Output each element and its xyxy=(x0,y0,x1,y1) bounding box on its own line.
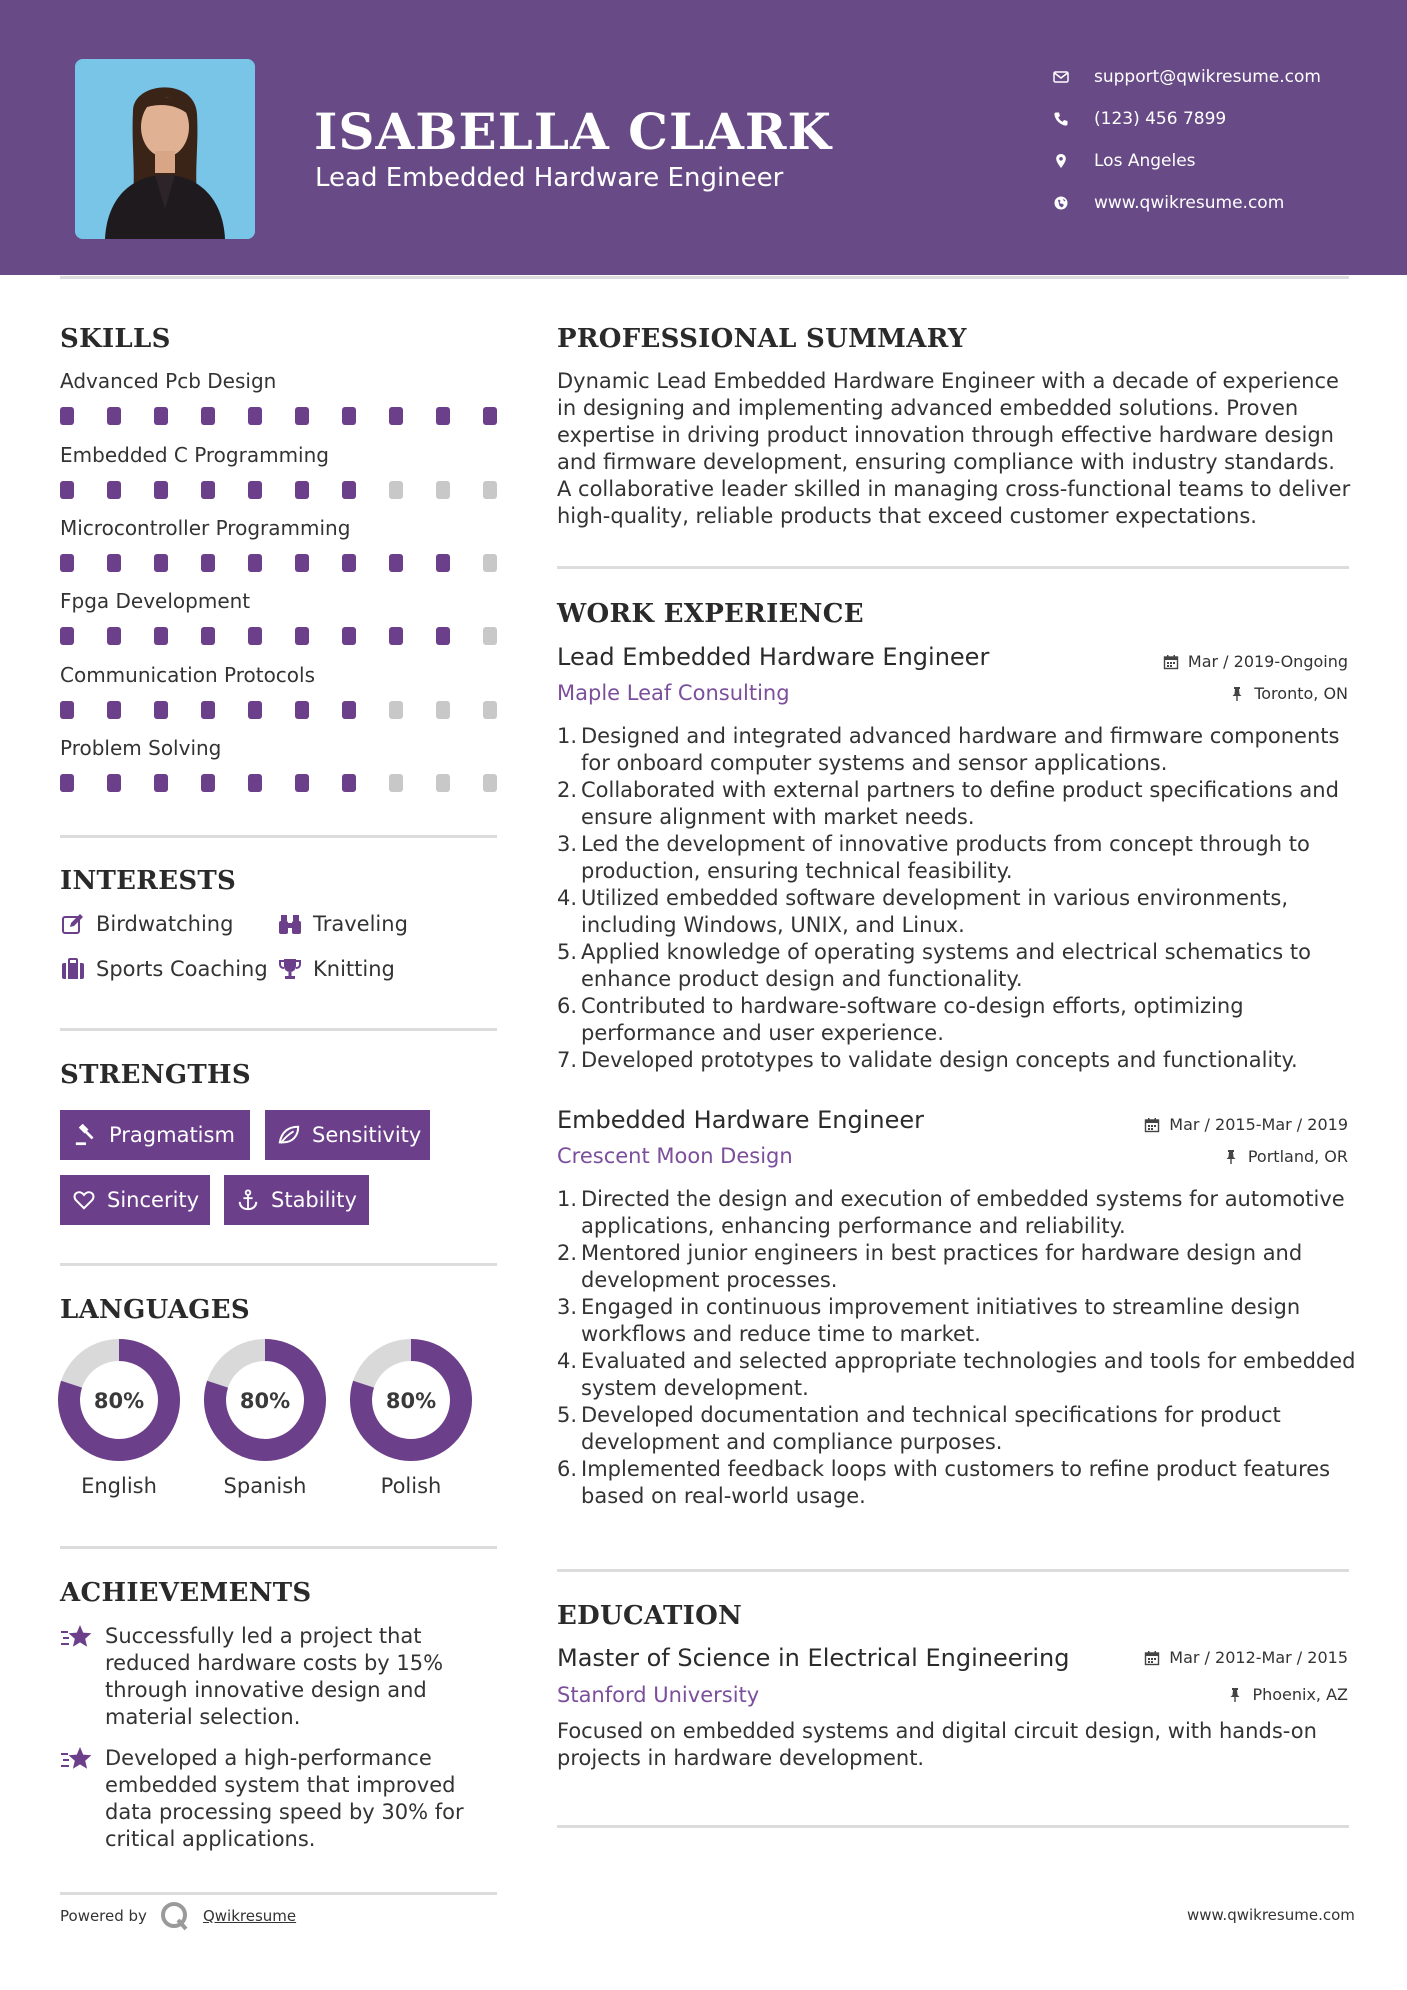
bullet-text: Mentored junior engineers in best practices for hardware design and development processes. xyxy=(581,1241,1303,1292)
powered-by xyxy=(60,1900,296,1932)
contact-phone[interactable] xyxy=(1050,98,1321,140)
skill-row xyxy=(60,736,500,792)
bullet-number: 1. xyxy=(557,1187,578,1211)
bullet-text: Collaborated with external partners to define product specifications and ensure alignment with market needs. xyxy=(581,778,1339,829)
interest-label: Knitting xyxy=(313,957,395,981)
education-dates xyxy=(1143,1648,1348,1667)
education-description: Focused on embedded systems and digital circuit design, with hands-on projects in hardware development. xyxy=(557,1719,1317,1770)
job-bullet xyxy=(557,1240,1357,1294)
rating-dot-empty xyxy=(436,701,450,719)
gauge-percent-label: 80% xyxy=(93,1389,145,1413)
rating-dot-filled xyxy=(342,481,356,499)
rating-dot-filled xyxy=(389,554,403,572)
job-bullet xyxy=(557,993,1357,1047)
rating-dot-empty xyxy=(389,701,403,719)
language-name: Spanish xyxy=(223,1474,307,1498)
rating-dot-filled xyxy=(342,407,356,425)
interest-item xyxy=(60,911,233,937)
skill-row xyxy=(60,443,500,499)
skill-name: Advanced Pcb Design xyxy=(60,369,277,393)
summary-text: Dynamic Lead Embedded Hardware Engineer with a decade of experience in designing and implementing advanced embedded solutions. Proven expertise in driving product innovation through effective hardware design and firmware development, ensuring compliance with industry standards. A collaborative leader skilled in managing cross-functional teams to deliver high-quality, reliable products that exceed customer expectations. xyxy=(557,369,1351,528)
bullet-number: 7. xyxy=(557,1048,578,1072)
bullet-number: 6. xyxy=(557,994,578,1018)
bullet-number: 1. xyxy=(557,724,578,748)
gauge-percent-label: 80% xyxy=(385,1389,437,1413)
skill-rating xyxy=(60,407,497,425)
strength-tag xyxy=(265,1110,430,1160)
rating-dot-filled xyxy=(201,701,215,719)
rating-dot-empty xyxy=(436,481,450,499)
strength-tag xyxy=(60,1175,210,1225)
rating-dot-filled xyxy=(154,554,168,572)
rating-dot-filled xyxy=(60,701,74,719)
section-divider xyxy=(557,1825,1349,1828)
binoculars-icon xyxy=(277,911,303,937)
rating-dot-filled xyxy=(295,627,309,645)
job-bullet xyxy=(557,777,1357,831)
pushpin-icon xyxy=(1222,1148,1240,1166)
language-item xyxy=(349,1338,473,1498)
job-dates-text: Mar / 2015-Mar / 2019 xyxy=(1169,1115,1348,1134)
rating-dot-filled xyxy=(201,774,215,792)
bullet-text: Developed prototypes to validate design concepts and functionality. xyxy=(581,1048,1298,1072)
rating-dot-empty xyxy=(483,554,497,572)
rating-dot-filled xyxy=(154,774,168,792)
rating-dot-filled xyxy=(60,627,74,645)
skill-row xyxy=(60,589,500,645)
envelope-icon xyxy=(1050,66,1072,88)
job-bullets xyxy=(557,723,1357,1074)
calendar-icon xyxy=(1143,1116,1161,1134)
languages-heading: LANGUAGES xyxy=(60,1295,250,1325)
achievement-item xyxy=(60,1745,500,1853)
job-bullet xyxy=(557,723,1357,777)
rating-dot-filled xyxy=(107,701,121,719)
rating-dot-empty xyxy=(483,701,497,719)
interest-item xyxy=(60,956,268,982)
rating-dot-filled xyxy=(342,701,356,719)
job-bullet xyxy=(557,1348,1357,1402)
rating-dot-filled xyxy=(201,627,215,645)
education-location xyxy=(1226,1685,1348,1704)
language-item xyxy=(57,1338,181,1498)
bullet-text: Engaged in continuous improvement initiatives to streamline design workflows and reduce time to market. xyxy=(581,1295,1301,1346)
job-bullets xyxy=(557,1186,1357,1510)
job-title: Lead Embedded Hardware Engineer xyxy=(557,643,990,671)
rating-dot-filled xyxy=(342,774,356,792)
skill-rating xyxy=(60,627,497,645)
strength-label: Pragmatism xyxy=(109,1123,235,1147)
rating-dot-filled xyxy=(436,627,450,645)
section-divider xyxy=(557,1569,1349,1572)
rating-dot-filled xyxy=(295,481,309,499)
job-company: Crescent Moon Design xyxy=(557,1144,793,1168)
rating-dot-filled xyxy=(107,407,121,425)
rating-dot-filled xyxy=(436,554,450,572)
language-gauge xyxy=(57,1338,181,1462)
language-gauge xyxy=(349,1338,473,1462)
rating-dot-filled xyxy=(295,701,309,719)
education-school: Stanford University xyxy=(557,1683,760,1707)
strength-label: Sensitivity xyxy=(312,1123,422,1147)
rating-dot-empty xyxy=(436,774,450,792)
job-location xyxy=(1222,1147,1348,1166)
rating-dot-filled xyxy=(107,774,121,792)
rating-dot-filled xyxy=(154,701,168,719)
rating-dot-filled xyxy=(154,407,168,425)
resume-header xyxy=(0,0,1407,275)
skill-row xyxy=(60,663,500,719)
strength-label: Sincerity xyxy=(107,1188,200,1212)
education-heading: EDUCATION xyxy=(557,1601,743,1631)
leaf-icon xyxy=(278,1123,300,1147)
rating-dot-filled xyxy=(389,627,403,645)
contact-website[interactable] xyxy=(1050,182,1321,224)
contact-phone-text: (123) 456 7899 xyxy=(1094,109,1227,129)
gavel-icon xyxy=(73,1123,97,1147)
skill-rating xyxy=(60,554,497,572)
rating-dot-filled xyxy=(248,481,262,499)
bullet-text: Evaluated and selected appropriate technologies and tools for embedded system development. xyxy=(581,1349,1356,1400)
bullet-text: Applied knowledge of operating systems and electrical schematics to enhance product design and functionality. xyxy=(581,940,1311,991)
rating-dot-filled xyxy=(154,627,168,645)
strength-tag xyxy=(60,1110,250,1160)
section-divider xyxy=(557,566,1349,569)
header-divider xyxy=(60,276,1349,279)
rating-dot-empty xyxy=(389,481,403,499)
interest-item xyxy=(277,956,395,982)
qwikresume-logo-icon xyxy=(159,1900,191,1932)
language-item xyxy=(203,1338,327,1498)
rating-dot-filled xyxy=(248,774,262,792)
bullet-text: Contributed to hardware-software co-design efforts, optimizing performance and user experience. xyxy=(581,994,1244,1045)
job-bullet xyxy=(557,1186,1357,1240)
bullet-text: Led the development of innovative products from concept through to production, ensuring technical feasibility. xyxy=(581,832,1310,883)
phone-icon xyxy=(1050,108,1072,130)
skill-rating xyxy=(60,481,497,499)
calendar-icon xyxy=(1162,653,1180,671)
rating-dot-filled xyxy=(201,554,215,572)
achievement-text: Successfully led a project that reduced hardware costs by 15% through innovative design and material selection. xyxy=(105,1624,444,1729)
education-location-text: Phoenix, AZ xyxy=(1252,1685,1348,1704)
rating-dot-filled xyxy=(60,481,74,499)
gauge-percent-label: 80% xyxy=(239,1389,291,1413)
job-bullet xyxy=(557,1456,1357,1510)
rating-dot-filled xyxy=(342,554,356,572)
language-name: English xyxy=(81,1474,157,1498)
contact-website-text: www.qwikresume.com xyxy=(1094,193,1285,213)
location-pin-icon xyxy=(1050,150,1072,172)
rating-dot-filled xyxy=(248,627,262,645)
interest-label: Traveling xyxy=(313,912,408,936)
rating-dot-filled xyxy=(248,554,262,572)
rating-dot-empty xyxy=(483,481,497,499)
candidate-name: ISABELLA CLARK xyxy=(314,102,832,161)
achievement-text: Developed a high-performance embedded system that improved data processing speed by 30% for critical applications. xyxy=(105,1746,464,1851)
education-dates-text: Mar / 2012-Mar / 2015 xyxy=(1169,1648,1348,1667)
rating-dot-filled xyxy=(248,407,262,425)
interest-label: Birdwatching xyxy=(96,912,234,936)
footer-url[interactable]: www.qwikresume.com xyxy=(1187,1906,1355,1924)
rating-dot-filled xyxy=(60,554,74,572)
language-gauge xyxy=(203,1338,327,1462)
bullet-number: 5. xyxy=(557,940,578,964)
rating-dot-filled xyxy=(60,774,74,792)
candidate-role: Lead Embedded Hardware Engineer xyxy=(315,163,784,193)
achievements-heading: ACHIEVEMENTS xyxy=(60,1578,312,1608)
skill-rating xyxy=(60,774,497,792)
job-bullet xyxy=(557,1294,1357,1348)
job-company: Maple Leaf Consulting xyxy=(557,681,790,705)
job-location-text: Toronto, ON xyxy=(1254,684,1348,703)
globe-icon xyxy=(1050,192,1072,214)
bullet-text: Directed the design and execution of embedded systems for automotive applications, enhancing performance and reliability. xyxy=(581,1187,1345,1238)
job-dates xyxy=(1162,652,1348,671)
job-location-text: Portland, OR xyxy=(1247,1147,1348,1166)
strength-tag xyxy=(224,1175,369,1225)
pushpin-icon xyxy=(1228,685,1246,703)
rating-dot-filled xyxy=(107,554,121,572)
education-degree: Master of Science in Electrical Engineering xyxy=(557,1644,1070,1672)
interest-label: Sports Coaching xyxy=(96,957,268,981)
interest-item xyxy=(277,911,408,937)
job-bullet xyxy=(557,939,1357,993)
heart-icon xyxy=(73,1188,95,1212)
bullet-number: 4. xyxy=(557,1349,578,1373)
powered-by-text: Powered by xyxy=(60,1907,147,1925)
skill-name: Fpga Development xyxy=(60,589,251,613)
job-bullet xyxy=(557,1402,1357,1456)
skill-name: Microcontroller Programming xyxy=(60,516,351,540)
job-bullet xyxy=(557,885,1357,939)
contact-location xyxy=(1050,140,1321,182)
contact-email-text: support@qwikresume.com xyxy=(1094,67,1321,87)
job-location xyxy=(1228,684,1348,703)
anchor-icon xyxy=(237,1188,259,1212)
language-name: Polish xyxy=(380,1474,442,1498)
bullet-number: 2. xyxy=(557,1241,578,1265)
job-bullet xyxy=(557,831,1357,885)
interests-heading: INTERESTS xyxy=(60,866,237,896)
bullet-number: 4. xyxy=(557,886,578,910)
skill-name: Problem Solving xyxy=(60,736,222,760)
skill-row xyxy=(60,516,500,572)
job-dates xyxy=(1143,1115,1348,1134)
skill-name: Communication Protocols xyxy=(60,663,316,687)
section-divider xyxy=(60,1028,497,1031)
calendar-icon xyxy=(1143,1649,1161,1667)
section-divider xyxy=(60,1892,497,1895)
rating-dot-filled xyxy=(154,481,168,499)
rating-dot-filled xyxy=(107,627,121,645)
contact-list xyxy=(1050,56,1321,224)
rating-dot-filled xyxy=(295,407,309,425)
skill-rating xyxy=(60,701,497,719)
bullet-text: Designed and integrated advanced hardware and firmware components for onboard computer systems and sensor applications. xyxy=(581,724,1340,775)
bullet-number: 2. xyxy=(557,778,578,802)
section-divider xyxy=(60,1263,497,1266)
rating-dot-filled xyxy=(483,407,497,425)
contact-location-text: Los Angeles xyxy=(1094,151,1196,171)
rating-dot-filled xyxy=(295,774,309,792)
section-divider xyxy=(60,1546,497,1549)
bullet-number: 3. xyxy=(557,1295,578,1319)
rating-dot-filled xyxy=(342,627,356,645)
job-bullet xyxy=(557,1047,1357,1074)
bullet-text: Developed documentation and technical specifications for product development and compliance purposes. xyxy=(581,1403,1281,1454)
pushpin-icon xyxy=(1226,1686,1244,1704)
suitcase-icon xyxy=(60,956,86,982)
bullet-text: Utilized embedded software development in various environments, including Windows, UNIX, and Linux. xyxy=(581,886,1289,937)
experience-heading: WORK EXPERIENCE xyxy=(557,599,864,629)
skills-heading: SKILLS xyxy=(60,324,171,354)
rating-dot-filled xyxy=(60,407,74,425)
rating-dot-filled xyxy=(201,481,215,499)
rating-dot-filled xyxy=(248,701,262,719)
rating-dot-filled xyxy=(107,481,121,499)
rating-dot-filled xyxy=(295,554,309,572)
skill-row xyxy=(60,369,500,425)
rating-dot-filled xyxy=(201,407,215,425)
edit-icon xyxy=(60,911,86,937)
achievement-item xyxy=(60,1623,500,1731)
rating-dot-empty xyxy=(483,627,497,645)
bullet-number: 6. xyxy=(557,1457,578,1481)
summary-heading: PROFESSIONAL SUMMARY xyxy=(557,324,967,354)
job-dates-text: Mar / 2019-Ongoing xyxy=(1187,652,1348,671)
job-title: Embedded Hardware Engineer xyxy=(557,1106,925,1134)
bullet-number: 3. xyxy=(557,832,578,856)
rating-dot-filled xyxy=(436,407,450,425)
section-divider xyxy=(60,835,497,838)
strengths-heading: STRENGTHS xyxy=(60,1060,251,1090)
strength-label: Stability xyxy=(271,1188,357,1212)
contact-email[interactable] xyxy=(1050,56,1321,98)
qwikresume-link[interactable]: Qwikresume xyxy=(202,1907,297,1925)
rating-dot-empty xyxy=(389,774,403,792)
bullet-number: 5. xyxy=(557,1403,578,1427)
star-icon xyxy=(60,1623,94,1657)
rating-dot-empty xyxy=(483,774,497,792)
star-icon xyxy=(60,1745,94,1779)
rating-dot-filled xyxy=(389,407,403,425)
trophy-icon xyxy=(277,956,303,982)
bullet-text: Implemented feedback loops with customers to refine product features based on real-world usage. xyxy=(581,1457,1331,1508)
profile-photo xyxy=(75,59,255,239)
skill-name: Embedded C Programming xyxy=(60,443,329,467)
